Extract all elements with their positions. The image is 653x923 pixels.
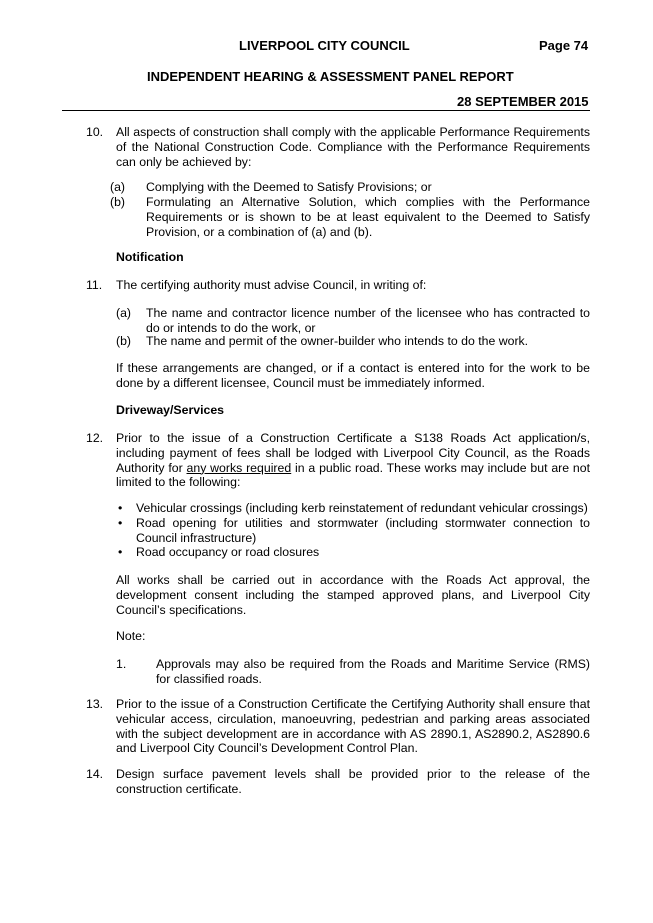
- item-11-a-label: (a): [116, 306, 132, 320]
- header-divider: [62, 110, 590, 111]
- item-12-text-post: in a public road. These works may include but are not limited to the following:: [116, 460, 591, 490]
- note-label: Note:: [116, 629, 146, 643]
- item-11-number: 11.: [86, 278, 103, 292]
- report-title: INDEPENDENT HEARING & ASSESSMENT PANEL REPORT: [147, 69, 514, 84]
- item-10-text: All aspects of construction shall comply with the applicable Performance Requirements of the National Construction Code. Compliance with the Performance Requirements can only be achieved by:: [116, 125, 590, 169]
- item-12-text: [116, 431, 590, 490]
- item-14-text: Design surface pavement levels shall be provided prior to the release of the construction certificate.: [116, 767, 590, 796]
- page-number: Page 74: [539, 38, 589, 53]
- notification-heading: Notification: [116, 250, 184, 264]
- item-10-a-label: (a): [110, 180, 126, 194]
- item-12-number: 12.: [86, 431, 104, 445]
- bullet-marker: •: [118, 501, 123, 515]
- item-12-text-pre: Prior to the issue of a Construction Certificate a S138 Roads Act application/s, including payment of fees shall be lodged with Liverpool City Council, as the Roads Authority for: [116, 431, 590, 475]
- item-10-b-text: Formulating an Alternative Solution, which complies with the Performance Requirements or is shown to be at least equivalent to the Deemed to Satisfy Provision, or a combination of (a) and (b).: [146, 195, 590, 239]
- item-11-a-text: The name and contractor licence number of the licensee who has contracted to do or intends to do the work, or: [146, 306, 590, 335]
- bullet-marker: •: [118, 545, 123, 559]
- item-13-number: 13.: [86, 697, 104, 711]
- item-10-a-text: Complying with the Deemed to Satisfy Provisions; or: [146, 180, 432, 194]
- bullet-item: Vehicular crossings (including kerb reinstatement of redundant vehicular crossings): [136, 501, 588, 515]
- driveway-heading: Driveway/Services: [116, 403, 225, 417]
- note-number: 1.: [116, 657, 127, 671]
- bullet-marker: •: [118, 516, 123, 530]
- bullet-item: Road opening for utilities and stormwater (including stormwater connection to Council infrastructure): [136, 516, 590, 545]
- item-12-text-underlined: any works required: [186, 460, 292, 475]
- item-11-b-text: The name and permit of the owner-builder who intends to do the work.: [146, 334, 529, 348]
- note-text: Approvals may also be required from the Roads and Maritime Service (RMS) for classified roads.: [156, 657, 590, 686]
- bullet-item: Road occupancy or road closures: [136, 545, 320, 559]
- item-12-paragraph: All works shall be carried out in accordance with the Roads Act approval, the development consent including the stamped approved plans, and Liverpool City Council’s specifications.: [116, 573, 590, 617]
- item-14-number: 14.: [86, 767, 104, 781]
- council-name: LIVERPOOL CITY COUNCIL: [239, 38, 410, 53]
- item-13-text: Prior to the issue of a Construction Certificate the Certifying Authority shall ensure that vehicular access, circulation, manoeuvring, pedestrian and parking areas associated with the subject development are in accordance with AS 2890.1, AS2890.2, AS2890.6 and Liverpool City Council’s Development Control Plan.: [116, 697, 590, 756]
- item-10-b-label: (b): [110, 195, 126, 209]
- report-date: 28 SEPTEMBER 2015: [457, 94, 589, 109]
- item-11-paragraph: If these arrangements are changed, or if a contact is entered into for the work to be done by a different licensee, Council must be immediately informed.: [116, 361, 590, 390]
- item-10-number: 10.: [86, 125, 104, 139]
- item-11-text: The certifying authority must advise Council, in writing of:: [116, 278, 427, 292]
- item-11-b-label: (b): [116, 334, 132, 348]
